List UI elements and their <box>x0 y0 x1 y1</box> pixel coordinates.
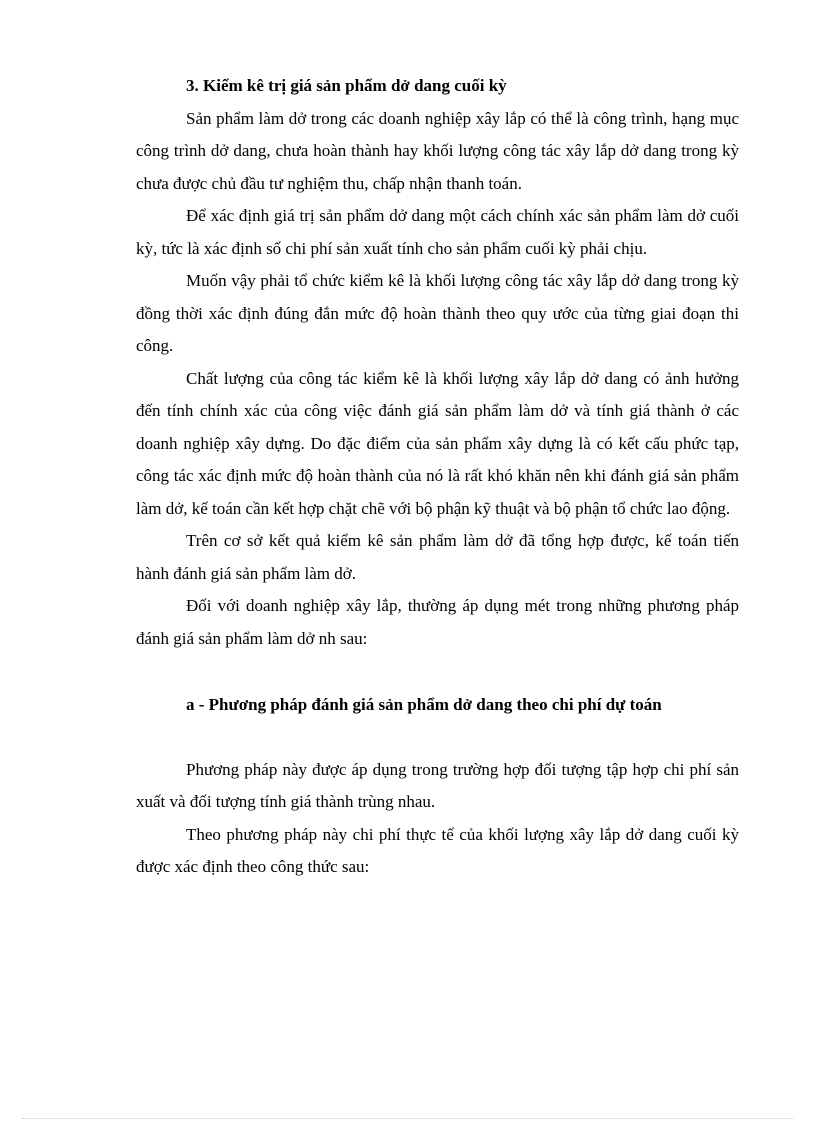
section-heading: 3. Kiểm kê trị giá sản phẩm dở dang cuối kỳ <box>186 76 507 95</box>
document-page <box>136 70 739 884</box>
spacer <box>136 655 739 689</box>
paragraph-1: Sản phẩm làm dở trong các doanh nghiệp xây lắp có thể là công trình, hạng mục công trình dở dang, chưa hoàn thành hay khối lượng công tác xây lắp dở dang trong kỳ chưa được chủ đầu tư nghiệm thu, chấp nhận thanh toán. <box>136 108 739 193</box>
paragraph-6: Đối với doanh nghiệp xây lắp, thường áp dụng mét trong những phương pháp đánh giá sản phẩm làm dở nh sau: <box>136 596 739 648</box>
page-bottom-divider <box>22 1118 794 1119</box>
paragraph-4: Chất lượng của công tác kiểm kê là khối lượng xây lắp dở dang có ảnh hưởng đến tính chính xác của công việc đánh giá sản phẩm làm dở và tính giá thành ở các doanh nghiệp xây dựng. Do đặc điểm của sản phẩm xây dựng là có kết cấu phức tạp, công tác xác định mức độ hoàn thành của nó là rất khó khăn nên khi đánh giá sản phẩm làm dở, kế toán cần kết hợp chặt chẽ với bộ phận kỹ thuật và bộ phận tổ chức lao động. <box>136 368 739 518</box>
paragraph-7: Phương pháp này được áp dụng trong trường hợp đối tượng tập hợp chi phí sản xuất và đối tượng tính giá thành trùng nhau. <box>136 759 739 811</box>
paragraph-5: Trên cơ sở kết quả kiểm kê sản phẩm làm dở đã tổng hợp được, kế toán tiến hành đánh giá sản phẩm làm dở. <box>136 531 739 583</box>
spacer <box>136 722 739 754</box>
paragraph-3: Muốn vậy phải tổ chức kiểm kê là khối lượng công tác xây lắp dở dang trong kỳ đồng thời xác định đúng đắn mức độ hoàn thành theo quy ước của từng giai đoạn thi công. <box>136 271 739 355</box>
paragraph-2: Để xác định giá trị sản phẩm dở dang một cách chính xác sản phẩm làm dở cuối kỳ, tức là xác định số chi phí sản xuất tính cho sản phẩm cuối kỳ phải chịu. <box>136 206 739 258</box>
subsection-heading: a - Phương pháp đánh giá sản phẩm dở dang theo chi phí dự toán <box>186 695 662 714</box>
paragraph-8: Theo phương pháp này chi phí thực tế của khối lượng xây lắp dở dang cuối kỳ được xác định theo công thức sau: <box>136 824 739 876</box>
